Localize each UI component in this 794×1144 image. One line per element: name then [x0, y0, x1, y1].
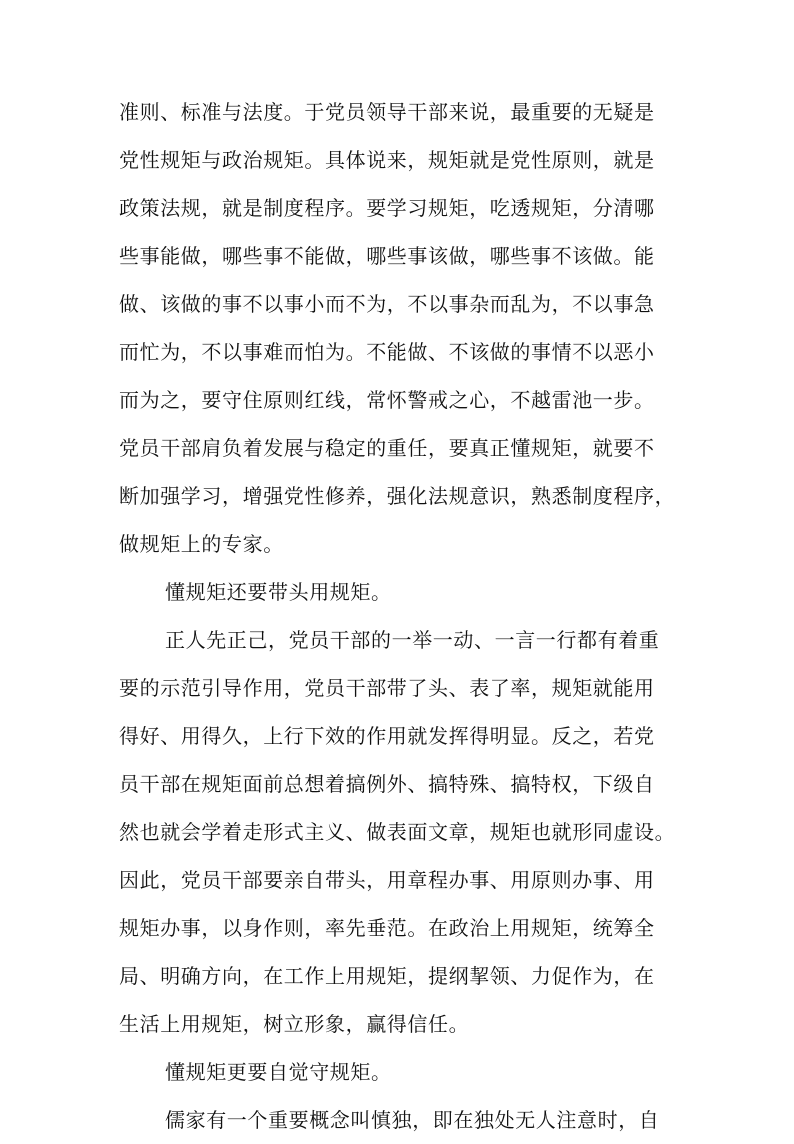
text-line-22: 儒家有一个重要概念叫慎独，即在独处无人注意时，自 — [165, 1108, 660, 1132]
text-line-12: 正人先正己，党员干部的一举一动、一言一行都有着重 — [165, 628, 660, 652]
text-line-20: 生活上用规矩，树立形象，赢得信任。 — [119, 1012, 470, 1036]
text-line-1: 准则、标准与法度。于党员领导干部来说，最重要的无疑是 — [119, 100, 655, 124]
text-line-13: 要的示范引导作用，党员干部带了头、表了率，规矩就能用 — [119, 676, 655, 700]
section-heading-use-rules: 懂规矩还要带头用规矩。 — [165, 580, 392, 604]
text-line-7: 而为之，要守住原则红线，常怀警戒之心，不越雷池一步。 — [119, 388, 655, 412]
text-line-9: 断加强学习，增强党性修养，强化法规意识，熟悉制度程序， — [119, 484, 676, 508]
text-line-6: 而忙为，不以事难而怕为。不能做、不该做的事情不以恶小 — [119, 340, 655, 364]
text-line-2: 党性规矩与政治规矩。具体说来，规矩就是党性原则，就是 — [119, 148, 655, 172]
text-line-4: 些事能做，哪些事不能做，哪些事该做，哪些事不该做。能 — [119, 244, 655, 268]
text-line-15: 员干部在规矩面前总想着搞例外、搞特殊、搞特权，下级自 — [119, 772, 655, 796]
text-line-19: 局、明确方向，在工作上用规矩，提纲挈领、力促作为，在 — [119, 964, 655, 988]
text-line-18: 规矩办事，以身作则，率先垂范。在政治上用规矩，统筹全 — [119, 916, 655, 940]
text-line-10: 做规矩上的专家。 — [119, 532, 284, 556]
text-line-8: 党员干部肩负着发展与稳定的重任，要真正懂规矩，就要不 — [119, 436, 655, 460]
text-line-14: 得好、用得久，上行下效的作用就发挥得明显。反之，若党 — [119, 724, 655, 748]
text-line-17: 因此，党员干部要亲自带头，用章程办事、用原则办事、用 — [119, 868, 655, 892]
text-line-3: 政策法规，就是制度程序。要学习规矩，吃透规矩，分清哪 — [119, 196, 655, 220]
section-heading-keep-rules: 懂规矩更要自觉守规矩。 — [165, 1060, 392, 1084]
text-line-5: 做、该做的事不以事小而不为，不以事杂而乱为，不以事急 — [119, 292, 655, 316]
document-body — [119, 88, 679, 1144]
text-line-16: 然也就会学着走形式主义、做表面文章，规矩也就形同虚设。 — [119, 820, 676, 844]
